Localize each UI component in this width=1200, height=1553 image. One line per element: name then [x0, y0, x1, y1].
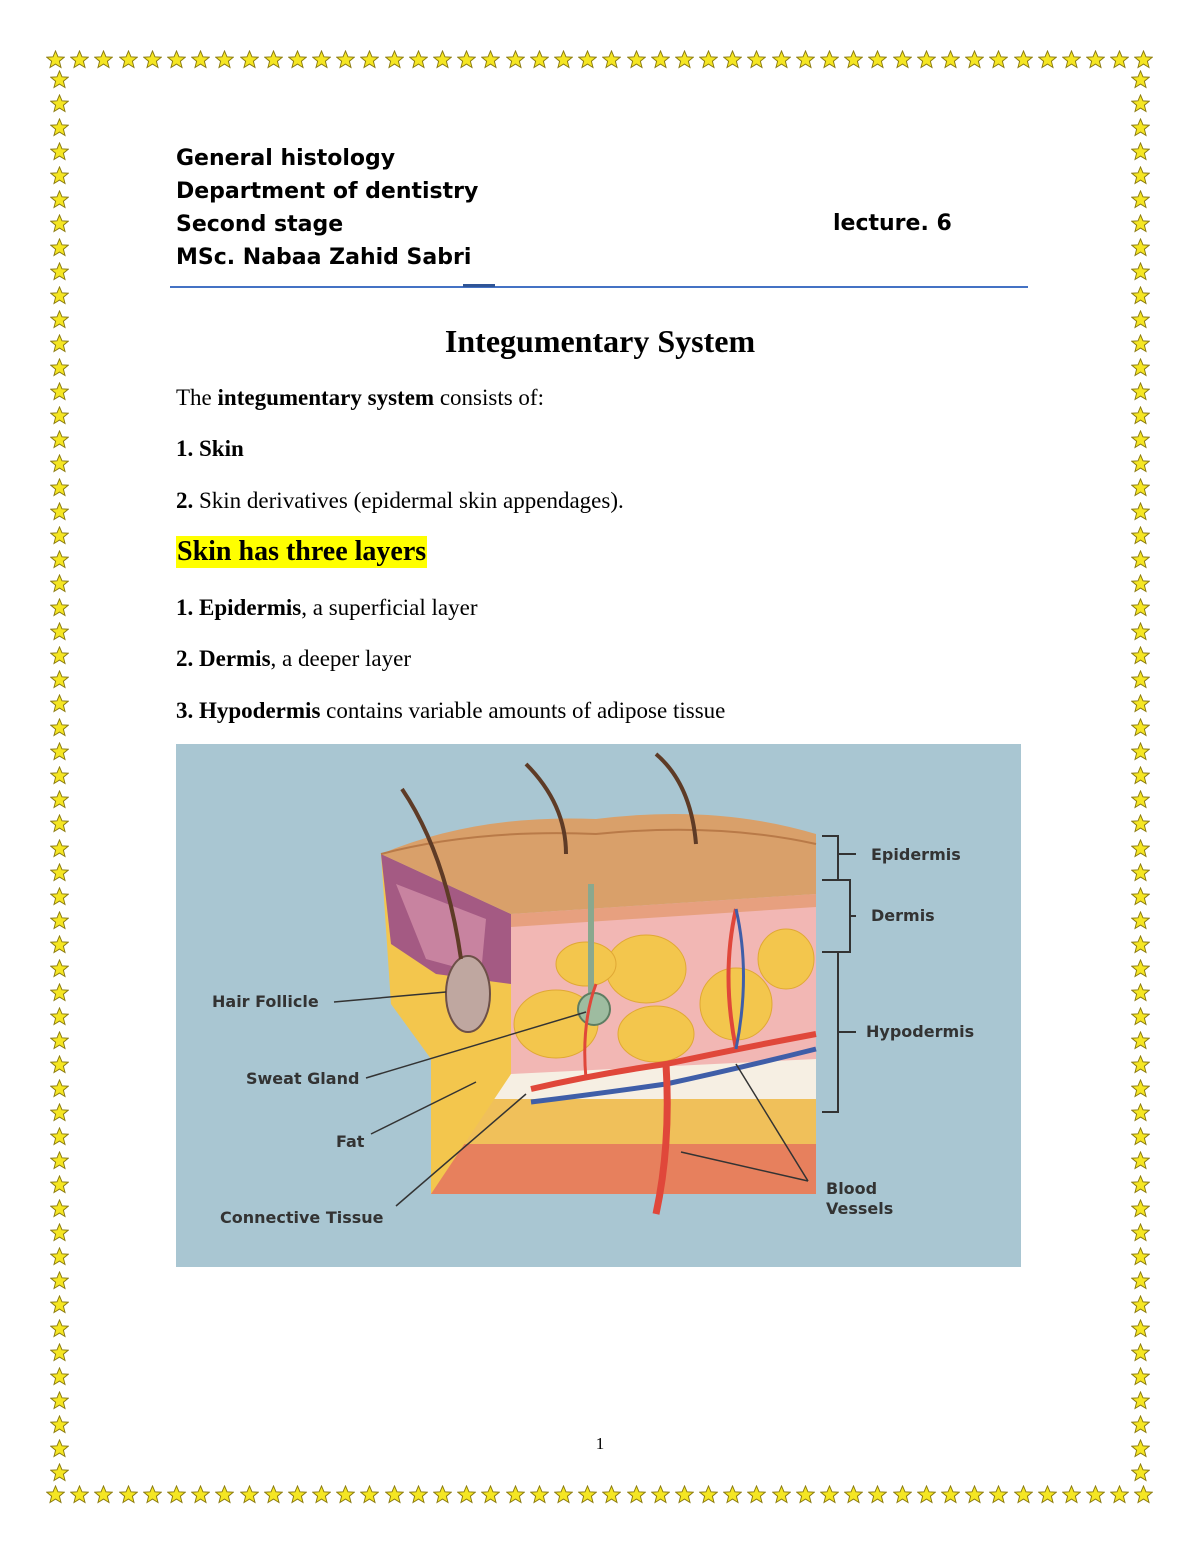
- star-icon: [893, 1485, 912, 1504]
- label-hypodermis: Hypodermis: [866, 1022, 975, 1041]
- star-icon: [772, 1485, 791, 1504]
- layer-number: 3.: [176, 698, 194, 723]
- star-icon: [50, 863, 69, 882]
- highlighted-subheading: Skin has three layers: [177, 536, 427, 567]
- star-icon: [1131, 454, 1150, 473]
- star-icon: [50, 1319, 69, 1338]
- star-icon: [264, 50, 283, 69]
- star-icon: [530, 1485, 549, 1504]
- layer-name: Dermis: [199, 646, 271, 671]
- star-icon: [50, 118, 69, 137]
- intro-paragraph: [176, 385, 544, 411]
- star-icon: [50, 983, 69, 1002]
- star-icon: [1131, 790, 1150, 809]
- star-icon: [50, 382, 69, 401]
- star-icon: [844, 1485, 863, 1504]
- star-icon: [1134, 50, 1153, 69]
- star-icon: [627, 1485, 646, 1504]
- star-icon: [50, 502, 69, 521]
- label-hair-follicle: Hair Follicle: [212, 992, 319, 1011]
- star-border-top: [46, 50, 1154, 74]
- skin-block: [381, 754, 816, 1214]
- star-icon: [50, 1175, 69, 1194]
- star-icon: [1131, 718, 1150, 737]
- star-icon: [1131, 526, 1150, 545]
- star-icon: [1131, 502, 1150, 521]
- star-icon: [50, 670, 69, 689]
- star-icon: [94, 50, 113, 69]
- star-icon: [1131, 598, 1150, 617]
- label-epidermis: Epidermis: [871, 845, 961, 864]
- star-icon: [433, 50, 452, 69]
- item-number: 2.: [176, 488, 194, 513]
- star-icon: [50, 1007, 69, 1026]
- star-icon: [50, 166, 69, 185]
- star-icon: [1131, 814, 1150, 833]
- layer-item: [176, 595, 477, 621]
- star-icon: [554, 1485, 573, 1504]
- star-icon: [796, 1485, 815, 1504]
- star-border-right: [1131, 70, 1155, 1482]
- star-icon: [1038, 1485, 1057, 1504]
- star-icon: [989, 1485, 1008, 1504]
- intro-bold: integumentary system: [217, 385, 435, 410]
- star-icon: [1134, 1485, 1153, 1504]
- star-icon: [50, 622, 69, 641]
- star-icon: [1062, 1485, 1081, 1504]
- star-icon: [50, 238, 69, 257]
- list-item: [176, 488, 624, 514]
- layer-number: 2.: [176, 646, 194, 671]
- star-icon: [1131, 1367, 1150, 1386]
- star-icon: [1131, 742, 1150, 761]
- star-icon: [50, 718, 69, 737]
- star-icon: [868, 50, 887, 69]
- star-icon: [50, 94, 69, 113]
- star-icon: [50, 214, 69, 233]
- star-icon: [50, 1343, 69, 1362]
- star-icon: [481, 50, 500, 69]
- star-icon: [336, 50, 355, 69]
- star-icon: [989, 50, 1008, 69]
- star-icon: [1110, 1485, 1129, 1504]
- star-icon: [264, 1485, 283, 1504]
- star-icon: [747, 50, 766, 69]
- star-icon: [50, 286, 69, 305]
- layer-brackets: [822, 836, 856, 1112]
- intro-prefix: The: [176, 385, 218, 410]
- star-icon: [554, 50, 573, 69]
- layer-text: , a deeper layer: [270, 646, 411, 671]
- star-icon: [1131, 262, 1150, 281]
- star-icon: [965, 1485, 984, 1504]
- star-icon: [651, 50, 670, 69]
- item-bold: Skin: [199, 436, 244, 461]
- star-icon: [1131, 70, 1150, 89]
- star-icon: [50, 911, 69, 930]
- skin-diagram-svg: [176, 744, 1021, 1267]
- star-icon: [772, 50, 791, 69]
- star-icon: [723, 1485, 742, 1504]
- star-icon: [578, 50, 597, 69]
- list-item: [176, 436, 244, 462]
- star-icon: [1131, 911, 1150, 930]
- star-icon: [1131, 430, 1150, 449]
- star-icon: [1131, 694, 1150, 713]
- star-icon: [1014, 1485, 1033, 1504]
- star-icon: [1131, 406, 1150, 425]
- star-icon: [50, 70, 69, 89]
- star-icon: [1131, 1079, 1150, 1098]
- star-icon: [1131, 646, 1150, 665]
- header-divider-mark: [463, 284, 495, 287]
- star-icon: [50, 1367, 69, 1386]
- star-icon: [50, 550, 69, 569]
- lecture-number: lecture. 6: [833, 211, 952, 236]
- star-icon: [46, 50, 65, 69]
- star-icon: [143, 1485, 162, 1504]
- star-icon: [1131, 190, 1150, 209]
- star-icon: [50, 358, 69, 377]
- star-icon: [50, 574, 69, 593]
- star-icon: [50, 1199, 69, 1218]
- star-icon: [312, 50, 331, 69]
- star-icon: [675, 1485, 694, 1504]
- star-icon: [385, 50, 404, 69]
- star-icon: [50, 1127, 69, 1146]
- star-icon: [215, 1485, 234, 1504]
- star-icon: [50, 1151, 69, 1170]
- star-icon: [70, 50, 89, 69]
- star-icon: [50, 1415, 69, 1434]
- star-icon: [50, 1103, 69, 1122]
- star-icon: [844, 50, 863, 69]
- star-icon: [191, 50, 210, 69]
- star-icon: [965, 50, 984, 69]
- star-icon: [457, 1485, 476, 1504]
- layer-item: [176, 646, 411, 672]
- intro-suffix: consists of:: [434, 385, 544, 410]
- star-icon: [1131, 839, 1150, 858]
- star-icon: [1131, 1415, 1150, 1434]
- star-icon: [506, 50, 525, 69]
- star-icon: [409, 50, 428, 69]
- star-icon: [820, 1485, 839, 1504]
- star-icon: [1131, 550, 1150, 569]
- star-icon: [50, 262, 69, 281]
- star-icon: [167, 50, 186, 69]
- star-icon: [1131, 983, 1150, 1002]
- star-icon: [336, 1485, 355, 1504]
- star-icon: [868, 1485, 887, 1504]
- star-icon: [1131, 1175, 1150, 1194]
- star-icon: [1131, 622, 1150, 641]
- star-icon: [50, 190, 69, 209]
- star-icon: [675, 50, 694, 69]
- star-icon: [50, 1271, 69, 1290]
- star-icon: [1131, 574, 1150, 593]
- star-icon: [288, 1485, 307, 1504]
- star-icon: [50, 454, 69, 473]
- star-icon: [50, 1463, 69, 1482]
- star-icon: [1131, 1247, 1150, 1266]
- star-icon: [1131, 1343, 1150, 1362]
- star-icon: [50, 1079, 69, 1098]
- star-border-bottom: [46, 1485, 1154, 1509]
- star-icon: [312, 1485, 331, 1504]
- page-number: 1: [595, 1434, 605, 1453]
- star-icon: [1131, 766, 1150, 785]
- label-vessels: Vessels: [826, 1199, 894, 1218]
- star-icon: [50, 814, 69, 833]
- star-icon: [506, 1485, 525, 1504]
- star-icon: [50, 1295, 69, 1314]
- star-icon: [1131, 238, 1150, 257]
- star-icon: [1131, 382, 1150, 401]
- star-icon: [796, 50, 815, 69]
- star-icon: [240, 50, 259, 69]
- star-icon: [50, 766, 69, 785]
- star-icon: [941, 1485, 960, 1504]
- star-icon: [50, 526, 69, 545]
- star-icon: [409, 1485, 428, 1504]
- star-icon: [1131, 166, 1150, 185]
- star-icon: [50, 887, 69, 906]
- star-icon: [820, 50, 839, 69]
- star-icon: [94, 1485, 113, 1504]
- star-icon: [50, 646, 69, 665]
- star-icon: [1131, 1295, 1150, 1314]
- star-icon: [50, 1391, 69, 1410]
- layer-text: , a superficial layer: [301, 595, 478, 620]
- star-icon: [1131, 478, 1150, 497]
- star-icon: [699, 50, 718, 69]
- star-icon: [50, 935, 69, 954]
- star-icon: [50, 959, 69, 978]
- star-icon: [941, 50, 960, 69]
- star-icon: [50, 839, 69, 858]
- star-icon: [627, 50, 646, 69]
- star-icon: [1131, 935, 1150, 954]
- star-icon: [481, 1485, 500, 1504]
- star-icon: [215, 50, 234, 69]
- star-icon: [50, 478, 69, 497]
- star-icon: [1038, 50, 1057, 69]
- star-icon: [360, 50, 379, 69]
- star-icon: [50, 694, 69, 713]
- star-icon: [530, 50, 549, 69]
- star-icon: [167, 1485, 186, 1504]
- star-icon: [50, 406, 69, 425]
- star-icon: [1131, 959, 1150, 978]
- star-icon: [50, 430, 69, 449]
- star-icon: [119, 50, 138, 69]
- star-icon: [50, 1031, 69, 1050]
- star-icon: [1062, 50, 1081, 69]
- star-icon: [1131, 214, 1150, 233]
- star-icon: [1131, 863, 1150, 882]
- star-icon: [1131, 1007, 1150, 1026]
- star-icon: [1086, 50, 1105, 69]
- star-icon: [1131, 1271, 1150, 1290]
- star-icon: [1131, 94, 1150, 113]
- star-icon: [893, 50, 912, 69]
- page-title: Integumentary System: [444, 323, 756, 359]
- star-icon: [50, 142, 69, 161]
- star-icon: [191, 1485, 210, 1504]
- stage-label: Second stage: [176, 212, 344, 237]
- star-icon: [119, 1485, 138, 1504]
- star-icon: [1131, 1055, 1150, 1074]
- star-icon: [1131, 286, 1150, 305]
- star-icon: [50, 1055, 69, 1074]
- label-dermis: Dermis: [871, 906, 935, 925]
- layer-name: Hypodermis: [199, 698, 321, 723]
- star-icon: [50, 742, 69, 761]
- star-icon: [747, 1485, 766, 1504]
- star-border-left: [50, 70, 74, 1482]
- star-icon: [602, 50, 621, 69]
- star-icon: [699, 1485, 718, 1504]
- star-icon: [1131, 358, 1150, 377]
- star-icon: [578, 1485, 597, 1504]
- skin-diagram: [176, 744, 1021, 1267]
- label-sweat-gland: Sweat Gland: [246, 1069, 360, 1088]
- header-divider: [170, 286, 1028, 288]
- star-icon: [1131, 1151, 1150, 1170]
- star-icon: [385, 1485, 404, 1504]
- star-icon: [46, 1485, 65, 1504]
- label-blood: Blood: [826, 1179, 878, 1198]
- star-icon: [1131, 1319, 1150, 1338]
- star-icon: [917, 1485, 936, 1504]
- star-icon: [1131, 1103, 1150, 1122]
- star-icon: [457, 50, 476, 69]
- star-icon: [1131, 1391, 1150, 1410]
- star-icon: [1110, 50, 1129, 69]
- star-icon: [651, 1485, 670, 1504]
- star-icon: [1131, 1199, 1150, 1218]
- layer-number: 1.: [176, 595, 194, 620]
- star-icon: [50, 790, 69, 809]
- instructor-name: MSc. Nabaa Zahid Sabri: [176, 245, 472, 270]
- star-icon: [50, 598, 69, 617]
- star-icon: [1131, 1031, 1150, 1050]
- layer-name: Epidermis: [199, 595, 302, 620]
- star-icon: [288, 50, 307, 69]
- star-icon: [1131, 1127, 1150, 1146]
- star-icon: [723, 50, 742, 69]
- department-name: Department of dentistry: [176, 179, 479, 204]
- star-icon: [70, 1485, 89, 1504]
- star-icon: [1131, 1223, 1150, 1242]
- star-icon: [50, 1247, 69, 1266]
- layer-item: [176, 698, 725, 724]
- star-icon: [1131, 118, 1150, 137]
- star-icon: [240, 1485, 259, 1504]
- label-connective-tissue: Connective Tissue: [220, 1208, 384, 1227]
- star-icon: [1086, 1485, 1105, 1504]
- star-icon: [1014, 50, 1033, 69]
- star-icon: [1131, 670, 1150, 689]
- item-number: 1.: [176, 436, 194, 461]
- item-text: Skin derivatives (epidermal skin appendages).: [193, 488, 624, 513]
- star-icon: [602, 1485, 621, 1504]
- label-fat: Fat: [336, 1132, 365, 1151]
- star-icon: [143, 50, 162, 69]
- star-icon: [1131, 887, 1150, 906]
- star-icon: [50, 1223, 69, 1242]
- star-icon: [1131, 1463, 1150, 1482]
- star-icon: [917, 50, 936, 69]
- star-icon: [1131, 142, 1150, 161]
- star-icon: [360, 1485, 379, 1504]
- star-icon: [433, 1485, 452, 1504]
- course-name: General histology: [176, 146, 396, 171]
- layer-text: contains variable amounts of adipose tissue: [320, 698, 726, 723]
